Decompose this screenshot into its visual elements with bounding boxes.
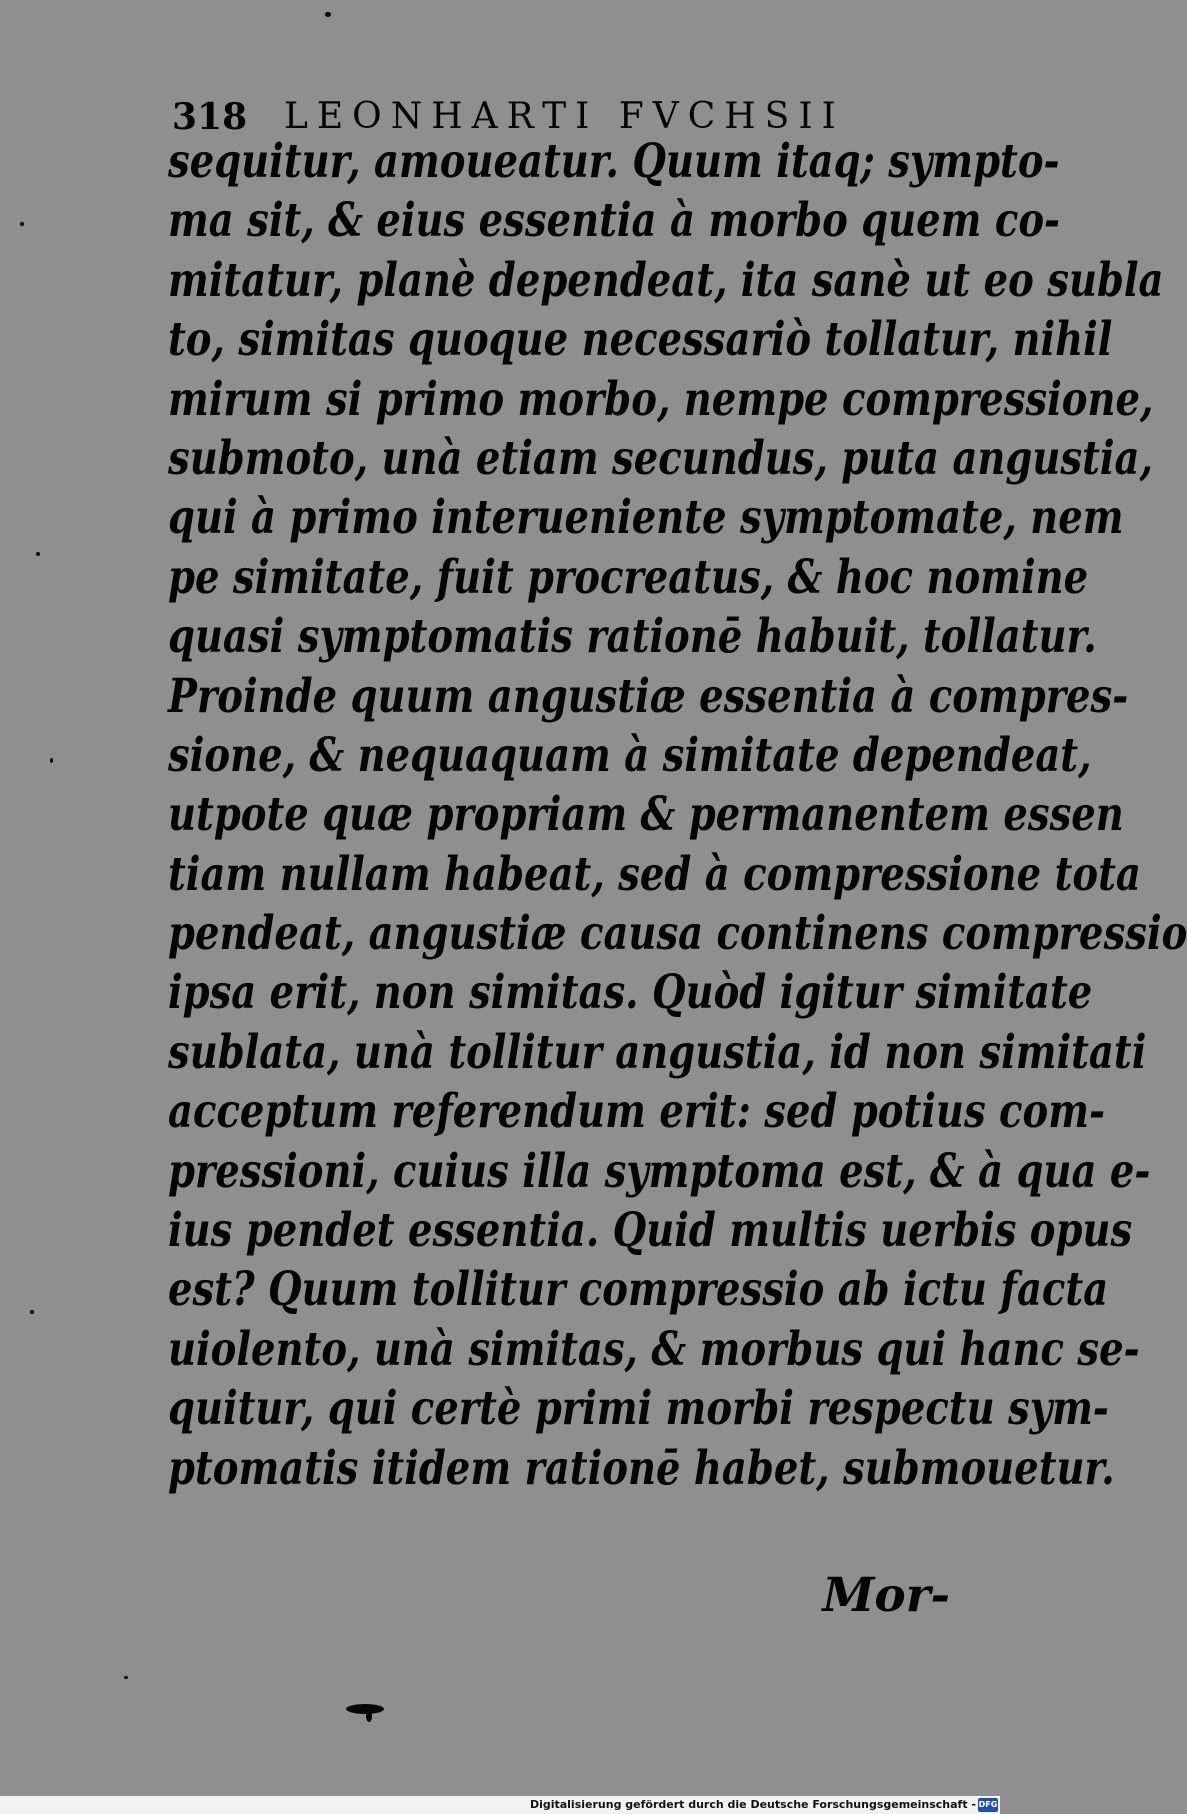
ink-speck [36, 552, 40, 556]
text-line: quasi symptomatis rationē habuit, tollatur. [168, 609, 1097, 665]
text-line: utpote quæ propriam & permanentem essen [168, 787, 1124, 843]
text-line: Proinde quum angustiæ essentia à compres- [168, 668, 1129, 724]
ink-speck [20, 222, 24, 226]
text-line: est? Quum tollitur compressio ab ictu facta [168, 1262, 1109, 1318]
text-line: sequitur, amoueatur. Quum itaq; sympto- [168, 134, 1060, 189]
ink-speck [50, 758, 53, 763]
page-number: 318 [172, 96, 248, 138]
dfg-logo: DFG [978, 1798, 998, 1812]
ink-speck [325, 12, 331, 17]
text-line: sione, & nequaquam à simitate dependeat, [168, 727, 1092, 783]
ink-blot [346, 1704, 384, 1714]
text-line: uiolento, unà simitas, & morbus qui hanc se- [168, 1321, 1140, 1377]
ink-speck [30, 1310, 34, 1314]
text-line: mitatur, planè dependeat, ita sanè ut eo subla [168, 252, 1164, 308]
text-line: ptomatis itidem rationē habet, submouetur. [168, 1440, 1115, 1496]
digitization-footer [0, 1796, 1000, 1814]
running-title: LEONHARTI FVCHSII [284, 96, 845, 137]
text-line: pressioni, cuius illa symptoma est, & à qua e- [168, 1143, 1151, 1199]
ink-blot-tail [366, 1710, 372, 1722]
text-line: pendeat, angustiæ causa continens compressio [168, 906, 1187, 962]
latin-body-text [168, 132, 1187, 1498]
text-line: quitur, qui certè primi morbi respectu sym- [168, 1381, 1109, 1437]
text-line: submoto, unà etiam secundus, puta angustia, [168, 430, 1153, 486]
text-line: qui à primo interueniente symptomate, nem [168, 490, 1124, 546]
funding-credit: Digitalisierung gefördert durch die Deutsche Forschungsgemeinschaft - [529, 1798, 976, 1811]
text-line: tiam nullam habeat, sed à compressione tota [168, 846, 1141, 902]
ink-speck [124, 1676, 128, 1679]
catchword: Mor- [822, 1568, 950, 1623]
text-line: to, simitas quoque necessariò tollatur, nihil [168, 312, 1113, 368]
text-line: acceptum referendum erit: sed potius com- [168, 1084, 1106, 1140]
text-line: ius pendet essentia. Quid multis uerbis opus [168, 1203, 1133, 1259]
text-line: ipsa erit, non simitas. Quòd igitur simitate [168, 965, 1093, 1021]
text-line: pe simitate, fuit procreatus, & hoc nomine [168, 549, 1089, 605]
text-line: mirum si primo morbo, nempe compressione, [168, 371, 1154, 427]
text-line: ma sit, & eius essentia à morbo quem co- [168, 193, 1061, 249]
text-line: sublata, unà tollitur angustia, id non simitati [168, 1024, 1147, 1080]
